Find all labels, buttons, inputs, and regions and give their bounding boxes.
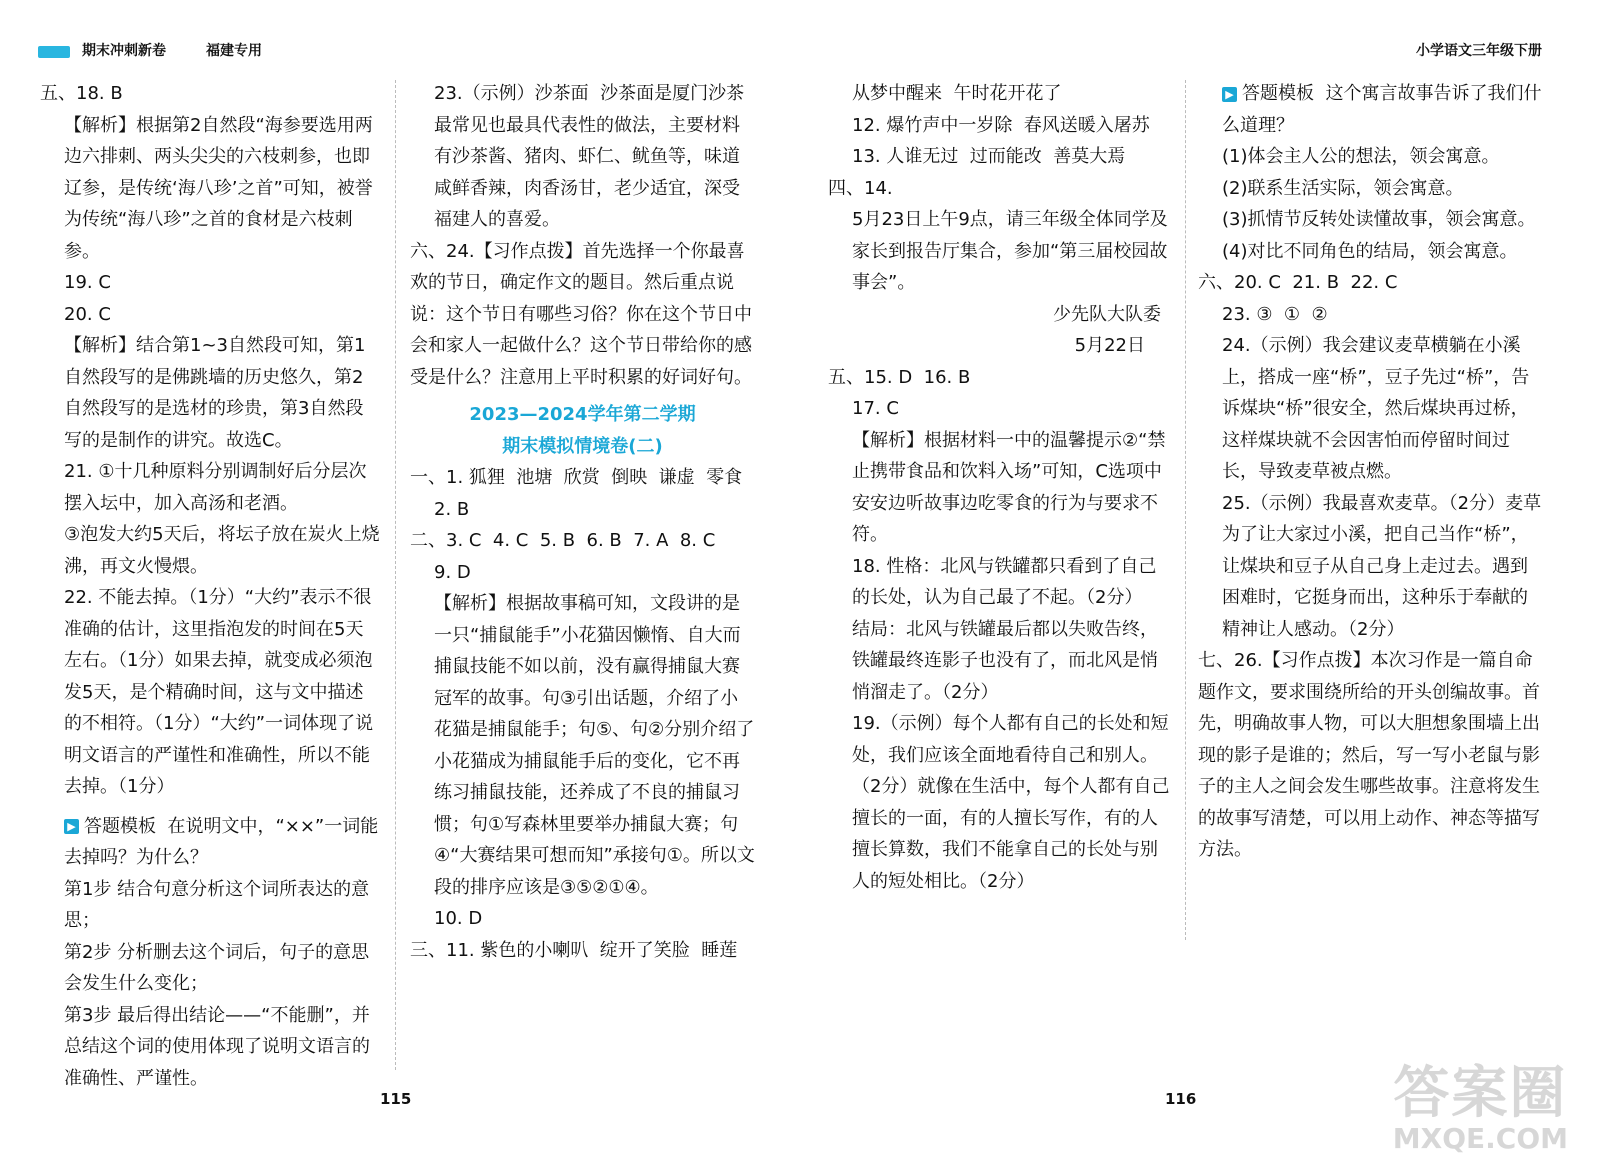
page-number-left: 115 bbox=[380, 1090, 412, 1108]
template-heading: ▶ 答题模板 在说明文中，“××”一词能去掉吗？为什么？ bbox=[64, 815, 379, 868]
answer-line: 三、11. 紫色的小喇叭 绽开了笑脸 睡莲 bbox=[410, 939, 738, 961]
notice-body: 5月23日上午9点，请三年级全体同学及家长到报告厅集合，参加“第三届校园故事会”。 bbox=[852, 209, 1168, 293]
template-icon: ▶ bbox=[64, 819, 79, 834]
analysis-block: 【解析】根据材料一中的温馨提示②“禁止携带食品和饮料入场”可知，C选项中安安边听故事边吃零食的行为与要求不符。 bbox=[852, 429, 1166, 545]
template-step: (1)体会主人公的想法，领会寓意。 bbox=[1222, 146, 1500, 167]
analysis-block: 【解析】结合第1~3自然段可知，第1自然段写的是佛跳墙的历史悠久，第2自然段写的是选材的珍贵，第3自然段写的是制作的讲究。故选C。 bbox=[64, 335, 366, 451]
analysis-block: 【解析】根据第2自然段“海参要选用两边六排刺、两头尖尖的六枝刺参，也即辽参，是传统‘海八珍’之首”可知，被誉为传统“海八珍”之首的食材是六枝刺参。 bbox=[64, 114, 373, 262]
notice-date: 5月22日 bbox=[1074, 335, 1145, 356]
section-title-exam: 期末模拟情境卷(二) bbox=[502, 435, 663, 457]
page-number-right: 116 bbox=[1165, 1090, 1197, 1108]
notice-signature: 少先队大队委 bbox=[1053, 303, 1161, 325]
template-step: 第2步 分析删去这个词后，句子的意思会发生什么变化； bbox=[64, 941, 370, 994]
column-divider bbox=[1185, 80, 1186, 940]
answer-line: 23. ③ ① ② bbox=[1222, 303, 1328, 325]
answer-line: 19. C bbox=[64, 272, 111, 293]
answer-line: 23.（示例）沙茶面 沙茶面是厦门沙茶最常见也最具代表性的做法，主要材料有沙茶酱、猪肉、虾仁、鱿鱼等，味道咸鲜香辣，肉香汤甘，老少适宜，深受福建人的喜爱。 bbox=[434, 83, 745, 230]
answer-line: 13. 人谁无过 过而能改 善莫大焉 bbox=[852, 146, 1126, 167]
answer-line: 22. 不能去掉。（1分）“大约”表示不很准确的估计，这里指泡发的时间在5天左右。（1分）如果去掉，就变成必须泡发5天，是个精确时间，这与文中描述的不相符。（1分）“大约”一词体现了说明文语言的严谨性和准确性，所以不能去掉。（1分） bbox=[64, 587, 374, 797]
answer-line: 9. D bbox=[434, 561, 471, 583]
answer-line: 20. C bbox=[64, 303, 111, 325]
answer-line: ③泡发大约5天后，将坛子放在炭火上烧沸，再文火慢煨。 bbox=[64, 524, 380, 577]
answer-line: 五、18. B bbox=[40, 83, 123, 104]
answer-line: 10. D bbox=[434, 908, 483, 929]
answer-line: 19.（示例）每个人都有自己的长处和短处，我们应该全面地看待自己和别人。（2分）就像在生活中，每个人都有自己擅长的一面，有的人擅长写作，有的人擅长算数，我们不能拿自己的长处与别人的短处相比。（2分） bbox=[852, 713, 1170, 892]
series-tag-bar bbox=[38, 46, 70, 58]
analysis-block: 【解析】根据故事稿可知，文段讲的是一只“捕鼠能手”小花猫因懒惰、自大而捕鼠技能不如以前，没有赢得捕鼠大赛冠军的故事。句③引出话题，介绍了小花猫是捕鼠能手；句⑤、句②分别介绍了小花猫成为捕鼠能手后的变化，它不再练习捕鼠技能，还养成了不良的捕鼠习惯；句①写森林里要举办捕鼠大赛；句④“大赛结果可想而知”承接句①。所以文段的排序应该是③⑤②①④。 bbox=[434, 593, 755, 898]
template-step: (2)联系生活实际，领会寓意。 bbox=[1222, 177, 1464, 199]
answer-line: 18. 性格：北风与铁罐都只看到了自己的长处，认为自己最了不起。（2分） bbox=[852, 555, 1157, 608]
answer-line: 从梦中醒来 午时花开花了 bbox=[852, 83, 1062, 104]
answer-column-3 bbox=[828, 78, 1173, 897]
watermark-logo: 答案圈 MXQE.COM bbox=[1392, 1061, 1568, 1155]
template-step: (4)对比不同角色的结局，领会寓意。 bbox=[1222, 240, 1518, 262]
series-title: 期末冲刺新卷 bbox=[82, 43, 166, 59]
answer-line: 12. 爆竹声中一岁除 春风送暖入屠苏 bbox=[852, 114, 1150, 136]
answer-line: 五、15. D 16. B bbox=[828, 366, 971, 388]
answer-line: 25.（示例）我最喜欢麦草。（2分）麦草为了让大家过小溪，把自己当作“桥”，让煤块和豆子从自己身上走过去。遇到困难时，它挺身而出，这种乐于奉献的精神让人感动。（2分） bbox=[1222, 492, 1542, 640]
region-label: 福建专用 bbox=[206, 43, 262, 59]
answer-line: 四、14. bbox=[828, 177, 893, 199]
answer-line: 六、20. C 21. B 22. C bbox=[1198, 272, 1398, 293]
answer-column-1 bbox=[40, 78, 380, 1094]
writing-tip: 七、26.【习作点拨】本次习作是一篇自命题作文，要求围绕所给的开头创编故事。首先，明确故事人物，可以大胆想象围墙上出现的影子是谁的；然后，写一写小老鼠与影子的主人之间会发生哪些故事。注意将发生的故事写清楚，可以用上动作、神态等描写方法。 bbox=[1198, 650, 1540, 860]
answer-line: 二、3. C 4. C 5. B 6. B 7. A 8. C bbox=[410, 530, 716, 551]
section-title-year: 2023—2024学年第二学期 bbox=[469, 404, 696, 425]
answer-line: 17. C bbox=[852, 398, 899, 419]
answer-line: 一、1. 狐狸 池塘 欣赏 倒映 谦虚 零食 bbox=[410, 467, 743, 488]
template-step: (3)抓情节反转处读懂故事，领会寓意。 bbox=[1222, 209, 1536, 230]
subject-label: 小学语文三年级下册 bbox=[1416, 43, 1542, 59]
answer-line: 2. B bbox=[434, 498, 470, 520]
template-heading: ▶ 答题模板 这个寓言故事告诉了我们什么道理？ bbox=[1222, 83, 1542, 136]
answer-line: 24.（示例）我会建议麦草横躺在小溪上，搭成一座“桥”，豆子先过“桥”，告诉煤块“桥”很安全，然后煤块再过桥，这样煤块就不会因害怕而停留时间过长，导致麦草被点燃。 bbox=[1222, 335, 1530, 482]
answer-line: 21. ①十几种原料分别调制好后分层次摆入坛中，加入高汤和老酒。 bbox=[64, 461, 367, 514]
template-step: 第3步 最后得出结论——“不能删”，并总结这个词的使用体现了说明文语言的准确性、严谨性。 bbox=[64, 1004, 370, 1089]
template-icon: ▶ bbox=[1222, 87, 1237, 102]
answer-column-4 bbox=[1198, 78, 1543, 866]
column-divider bbox=[395, 80, 396, 1070]
writing-tip: 六、24.【习作点拨】首先选择一个你最喜欢的节日，确定作文的题目。然后重点说说：这个节日有哪些习俗？你在这个节日中会和家人一起做什么？这个节日带给你的感受是什么？注意用上平时积累的好词好句。 bbox=[410, 240, 752, 388]
template-step: 第1步 结合句意分析这个词所表达的意思； bbox=[64, 878, 370, 931]
answer-line: 结局：北风与铁罐最后都以失败告终，铁罐最终连影子也没有了，而北风是悄悄溜走了。（2分） bbox=[852, 618, 1158, 703]
answer-column-2 bbox=[410, 78, 755, 966]
